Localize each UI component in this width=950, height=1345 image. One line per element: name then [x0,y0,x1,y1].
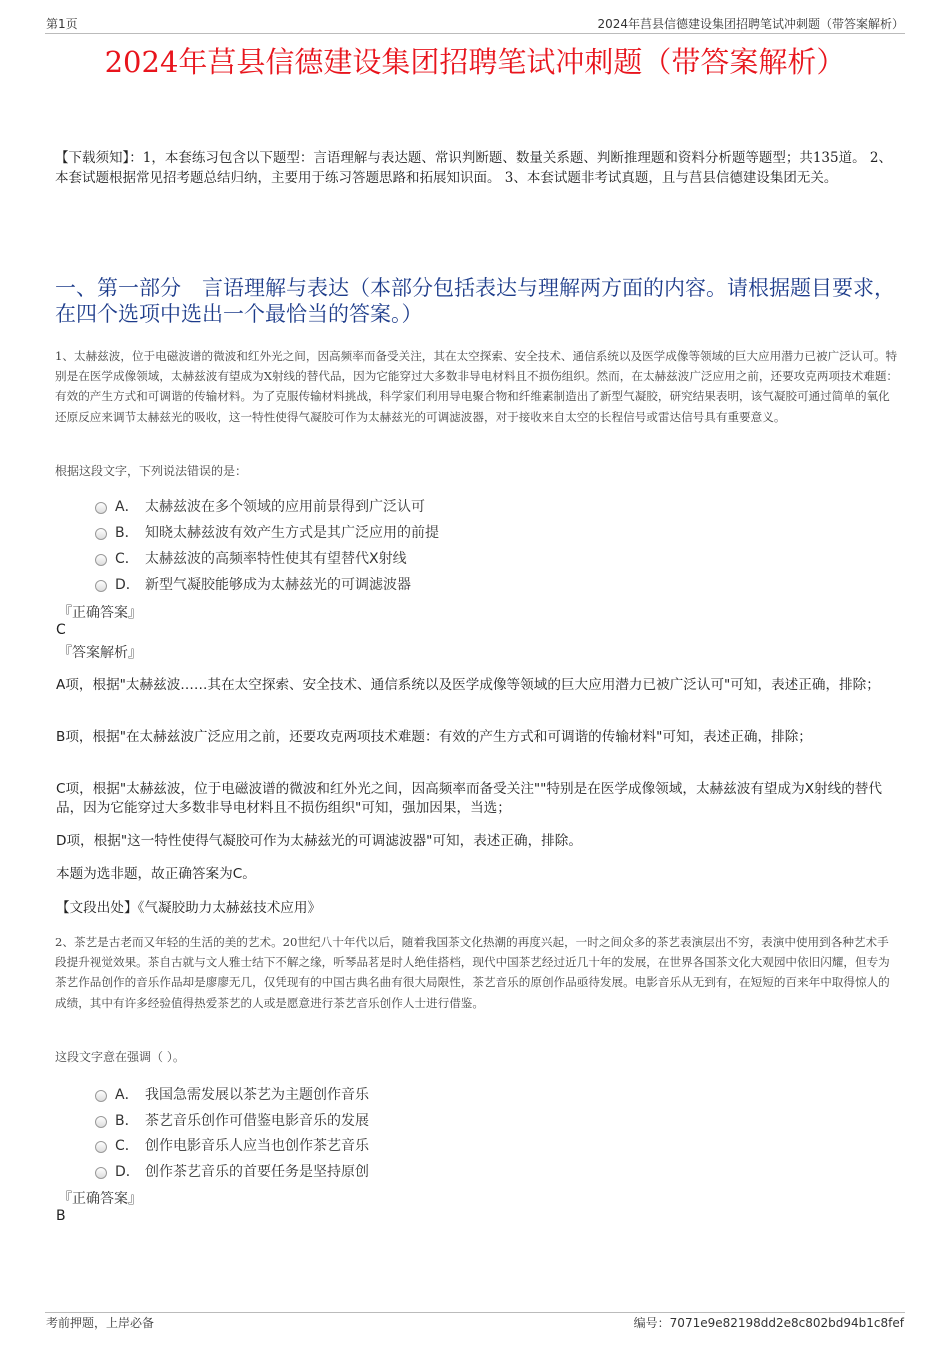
radio-icon[interactable] [95,1116,107,1128]
footer-divider [45,1312,905,1313]
question-1-option-d[interactable]: D． 新型气凝胶能够成为太赫兹光的可调滤波器 [95,574,411,594]
radio-icon[interactable] [95,502,107,514]
question-1-passage: 1、太赫兹波，位于电磁波谱的微波和红外光之间，因高频率而备受关注，其在太空探索、安全技术、通信系统以及医学成像等领域的巨大应用潜力已被广泛认可。特别是在医学成像领域，太赫兹波有望成为X射线的替代品，因为它能穿过大多数非导电材料且不损伤组织。然而，在太赫兹波广泛应用之前，还要攻克两项技术难题：有效的产生方式和可调谐的传输材料。为了克服传输材料挑战，科学家们利用导电聚合物和纤维素制造出了新型气凝胶，研究结果表明，该气凝胶可通过简单的氧化还原反应来调节太赫兹光的吸收，这一特性使得气凝胶可作为太赫兹光的可调滤波器，对于接收来自太空的长程信号或雷达信号具有重要意义。 [55,349,899,424]
section-heading: 一、第一部分 言语理解与表达（本部分包括表达与理解两方面的内容。请根据题目要求，在四个选项中选出一个最恰当的答案。） [55,276,895,326]
analysis-label: 『答案解析』 [58,645,142,661]
correct-answer-label: 『正确答案』 [58,1191,142,1207]
question-2-prompt: 这段文字意在强调（ ）。 [55,1050,185,1064]
question-2-option-b[interactable]: B． 茶艺音乐创作可借鉴电影音乐的发展 [95,1110,369,1130]
analysis-a: A项，根据"太赫兹波……其在太空探索、安全技术、通信系统以及医学成像等领域的巨大应用潜力已被广泛认可"可知，表述正确，排除； [56,677,880,693]
document-title: 2024年莒县信德建设集团招聘笔试冲刺题（带答案解析） [104,45,846,79]
question-1-option-a[interactable]: A． 太赫兹波在多个领域的应用前景得到广泛认可 [95,496,425,516]
correct-answer: B [56,1208,66,1224]
radio-icon[interactable] [95,1167,107,1179]
download-notice: 【下载须知】：1，本套练习包含以下题型：言语理解与表达题、常识判断题、数量关系题、判断推理题和资料分析题等题型；共135道。 2、本套试题根据常见招考题总结归纳，主要用于练习答题思路和拓展知识面。 3、本套试题非考试真题，且与莒县信德建设集团无关。 [55,150,892,186]
analysis-d: D项，根据"这一特性使得气凝胶可作为太赫兹光的可调滤波器"可知，表述正确，排除。 [56,833,582,849]
analysis-b: B项，根据"在太赫兹波广泛应用之前，还要攻克两项技术难题：有效的产生方式和可调谐的传输材料"可知，表述正确，排除； [56,729,812,745]
question-2-option-a[interactable]: A． 我国急需发展以茶艺为主题创作音乐 [95,1084,369,1104]
header-divider [45,33,905,34]
analysis-c: C项，根据"太赫兹波，位于电磁波谱的微波和红外光之间，因高频率而备受关注""特别是在医学成像领域，太赫兹波有望成为X射线的替代品，因为它能穿过大多数非导电材料且不损伤组织"可知，强加因果，当选； [56,781,882,816]
radio-icon[interactable] [95,528,107,540]
radio-icon[interactable] [95,1090,107,1102]
passage-source: 【文段出处】《气凝胶助力太赫兹技术应用》 [56,900,322,916]
correct-answer-label: 『正确答案』 [58,605,142,621]
radio-icon[interactable] [95,554,107,566]
question-2-option-c[interactable]: C． 创作电影音乐人应当也创作茶艺音乐 [95,1135,369,1155]
header-doc-title: 2024年莒县信德建设集团招聘笔试冲刺题（带答案解析） [597,17,904,31]
question-2-passage: 2、茶艺是古老而又年轻的生活的美的艺术。20世纪八十年代以后，随着我国茶文化热潮的再度兴起，一时之间众多的茶艺表演层出不穷，表演中使用到各种艺术手段提升视觉效果。茶自古就与文人雅士结下不解之缘，听琴品茗是时人绝佳搭档，现代中国茶艺经过近几十年的发展，在世界各国茶文化大观园中依旧闪耀，但专为茶艺作品创作的音乐作品却是廖廖无几，仅凭现有的中国古典名曲有很大局限性，茶艺音乐的原创作品亟待发展。电影音乐从无到有，在短短的百来年中取得惊人的成绩，其中有许多经验值得热爱茶艺的人或是愿意进行茶艺音乐创作人士进行借鉴。 [55,935,890,1010]
question-1-option-c[interactable]: C． 太赫兹波的高频率特性使其有望替代X射线 [95,548,407,568]
footer-serial: 编号：7071e9e82198dd2e8c802bd94b1c8fef [633,1316,904,1330]
footer-slogan: 考前押题，上岸必备 [46,1316,155,1330]
analysis-conclusion: 本题为选非题，故正确答案为C。 [56,866,256,882]
correct-answer: C [56,622,66,638]
question-1-option-b[interactable]: B． 知晓太赫兹波有效产生方式是其广泛应用的前提 [95,522,439,542]
radio-icon[interactable] [95,580,107,592]
page-number: 第1页 [46,17,78,31]
question-1-prompt: 根据这段文字，下列说法错误的是： [55,464,248,478]
question-2-option-d[interactable]: D． 创作茶艺音乐的首要任务是坚持原创 [95,1161,369,1181]
radio-icon[interactable] [95,1141,107,1153]
